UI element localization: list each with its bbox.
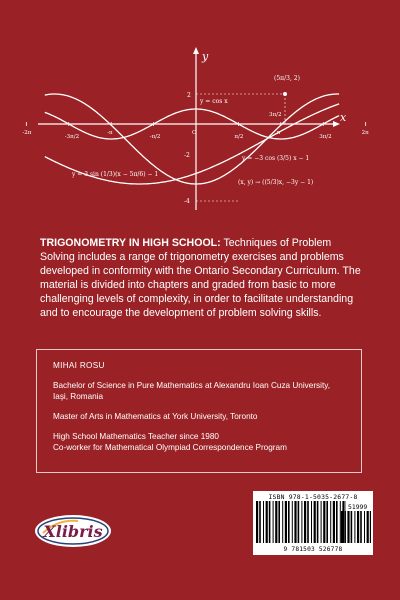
barcode-bar	[336, 501, 338, 543]
barcode-bar	[278, 501, 280, 543]
isbn-number: 9 781503 526778	[283, 546, 343, 553]
x-tick-label: O	[192, 130, 197, 136]
x-tick-label: π/2	[234, 134, 244, 140]
barcode-bar	[282, 501, 283, 543]
x-tick-label: -π	[107, 130, 113, 136]
x-tick-label: 3π/2	[319, 134, 332, 140]
label-3pi2: 3π/2	[269, 112, 282, 118]
barcode-bar	[330, 501, 331, 543]
point-marker	[283, 92, 287, 96]
label-cos: y = cos x	[200, 98, 228, 105]
barcode-bar	[273, 501, 274, 543]
barcode-bar	[275, 501, 277, 543]
author-credential-2: Master of Arts in Mathematics at York University, Toronto	[53, 412, 258, 421]
barcode-bar	[360, 511, 362, 543]
barcode-bar	[317, 501, 319, 543]
author-credential-1: Bachelor of Science in Pure Mathematics at Alexandru Ioan Cuza University, Iaşi, Romania	[53, 381, 330, 401]
x-tick-labels	[22, 122, 400, 140]
barcode-bar	[269, 501, 271, 543]
trig-graph	[0, 0, 400, 220]
barcode-bar	[357, 511, 359, 543]
x-tick-label: π	[276, 130, 281, 136]
barcode-bar	[323, 501, 325, 543]
label-neg3cos: y = −3 cos (3/5) x − 1	[242, 155, 310, 162]
barcode-bar	[292, 501, 293, 543]
isbn-barcode	[253, 491, 373, 555]
isbn-text: ISBN 978-1-5035-2677-8	[268, 493, 358, 501]
barcode-bar	[288, 501, 290, 543]
price-code: 51999	[348, 503, 368, 511]
svg-text:Xlibris: Xlibris	[43, 522, 103, 541]
description-text: Techniques of Problem Solving includes a range of trigonometry exercises and problems developed in conformity with the Ontario Secondary Curriculum. The material is divided into chapters and graded from basic to more challenging levels of complexity, in order to facilitate understanding and to encourage the development of problem solving skills.	[40, 237, 361, 319]
barcode-bar	[341, 511, 343, 543]
author-name: MIHAI ROSU	[53, 361, 105, 370]
barcode-bar	[294, 501, 296, 543]
barcode-bar	[301, 501, 302, 543]
barcode-bar	[307, 501, 309, 543]
label-map: (x, y) → ((5/3)x, −3y − 1)	[238, 179, 314, 186]
barcode-bar	[326, 501, 328, 543]
x-tick-label: 2π	[361, 130, 369, 136]
barcode-bar	[347, 511, 349, 543]
tick-label-neg4: -4	[184, 198, 190, 205]
author-credential-3: High School Mathematics Teacher since 1980	[53, 432, 219, 441]
x-tick-label: -3π/2	[64, 134, 80, 140]
barcode-bar	[256, 501, 258, 543]
author-credential-4: Co-worker for Mathematical Olympiad Correspondence Program	[53, 443, 287, 452]
x-tick-label: -π/2	[149, 134, 161, 140]
barcode-bar	[370, 511, 371, 543]
barcode-bar	[298, 501, 300, 543]
xlibris-logo	[33, 511, 113, 551]
barcode-bar	[263, 501, 264, 543]
y-axis-label: y	[202, 50, 209, 63]
barcode-bar	[367, 511, 369, 543]
barcode-bar	[345, 511, 346, 543]
tick-label-2: 2	[187, 92, 191, 99]
tick-label-neg2: -2	[184, 152, 190, 159]
barcode-bar	[259, 501, 261, 543]
barcode-bar	[364, 511, 365, 543]
x-axis-label: x	[340, 111, 347, 124]
y-axis-arrow	[193, 47, 199, 54]
label-3sin: y = 3 sin (1/3)(x − 5π/6) − 1	[72, 171, 159, 178]
x-tick-label: -2π	[22, 130, 32, 136]
book-title: TRIGONOMETRY IN HIGH SCHOOL:	[40, 237, 221, 249]
barcode-bar	[304, 501, 306, 543]
barcode-bar	[314, 501, 316, 543]
barcode-bar	[311, 501, 312, 543]
x-axis-arrow	[333, 121, 340, 127]
barcode-bar	[285, 501, 287, 543]
label-point: (5π/3, 2)	[274, 75, 300, 82]
barcode-bar	[351, 511, 353, 543]
barcode-bar	[333, 501, 335, 543]
barcode-bar	[321, 501, 322, 543]
author-bio-box	[36, 349, 362, 473]
barcode-bar	[354, 511, 355, 543]
barcode-bar	[266, 501, 268, 543]
book-description	[40, 236, 365, 320]
barcode-bars	[256, 501, 346, 545]
